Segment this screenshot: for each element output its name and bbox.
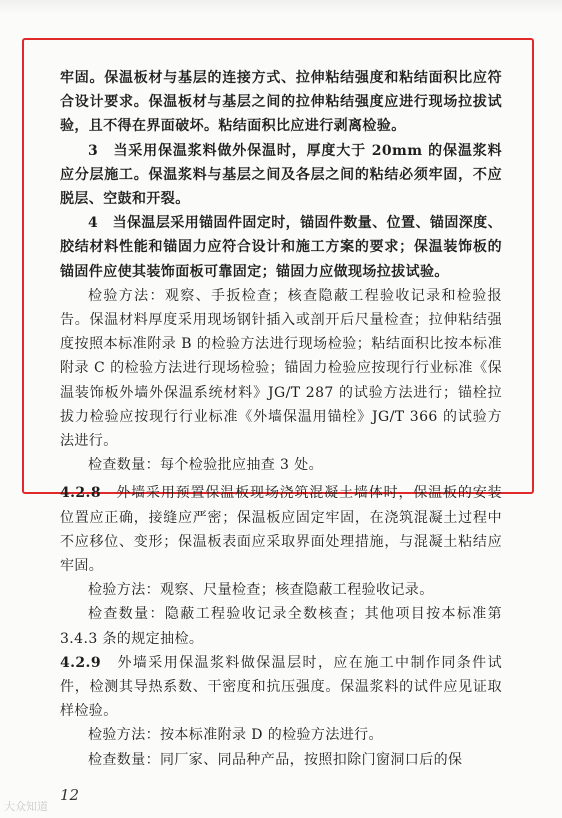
paragraph-inspection-method: 检验方法：观察、手扳检查；核查隐蔽工程验收记录和检验报告。保温材料厚度采用现场钢针插入或剖开后尺量检查；拉伸粘结强度按照本标准附录 B 的检验方法进行现场检验；粘结面积比按本标准附录 C 的检验方法进行现场检验；锚固力检验应按现行行业标准《保温装饰板外墙外保温系统材料》JG/T 287 的试验方法进行；锚栓拉拔力检验应按现行行业标准《外墙保温用锚栓》JG/T 366 的试验方法进行。 <box>60 287 502 450</box>
clause-4-2-9 <box>60 651 502 724</box>
clause-text: 外墙采用保温浆料做保温层时，应在施工中制作同条件试件，检测其导热系数、干密度和抗压强度。保温浆料的试件应见证取样检验。 <box>60 654 502 720</box>
clause-4-2-8-method: 检验方法：观察、尺量检查；核查隐蔽工程验收记录。 <box>88 582 434 599</box>
clause-4-2-8-quantity: 检查数量：隐蔽工程验收记录全数核查；其他项目按本标准第 3.4.3 条的规定抽检。 <box>60 606 502 647</box>
clause-number: 4.2.8 <box>60 485 101 502</box>
paragraph-item-4: 4 当保温层采用锚固件固定时，锚固件数量、位置、锚固深度、胶结材料性能和锚固力应符合设计和施工方案的要求；保温装饰板的锚固件应使其装饰面板可靠固定；锚固力应做现场拉拔试验。 <box>60 215 502 280</box>
page-edge <box>0 0 562 14</box>
watermark: 大众知道 <box>4 800 48 813</box>
paragraph-item-3: 3 当采用保温浆料做外保温时，厚度大于 20mm 的保温浆料应分层施工。保温浆料与基层之间及各层之间的粘结必须牢固，不应脱层、空鼓和开裂。 <box>60 142 502 208</box>
clause-4-2-9-quantity: 检查数量：同厂家、同品种产品，按照扣除门窗洞口后的保 <box>88 751 463 768</box>
clause-4-2-9-method: 检验方法：按本标准附录 D 的检验方法进行。 <box>88 727 383 744</box>
clause-text: 外墙采用预置保温板现场浇筑混凝土墙体时，保温板的安装位置应正确，接缝应严密；保温板应固定牢固，在浇筑混凝土过程中不应移位、变形；保温板表面应采取界面处理措施，与混凝土粘结应牢固。 <box>60 485 502 575</box>
page-number: 12 <box>60 786 80 804</box>
paragraph-bonding: 牢固。保温板材与基层的连接方式、拉伸粘结强度和粘结面积比应符合设计要求。保温板材与基层之间的拉伸粘结强度应进行现场拉拔试验，且不得在界面破坏。粘结面积比应进行剥离检验。 <box>60 70 502 135</box>
document-body <box>60 66 502 772</box>
paragraph-inspection-quantity: 检查数量：每个检验批应抽查 3 处。 <box>88 457 324 474</box>
clause-number: 4.2.9 <box>60 654 101 671</box>
clause-4-2-8 <box>60 481 502 578</box>
